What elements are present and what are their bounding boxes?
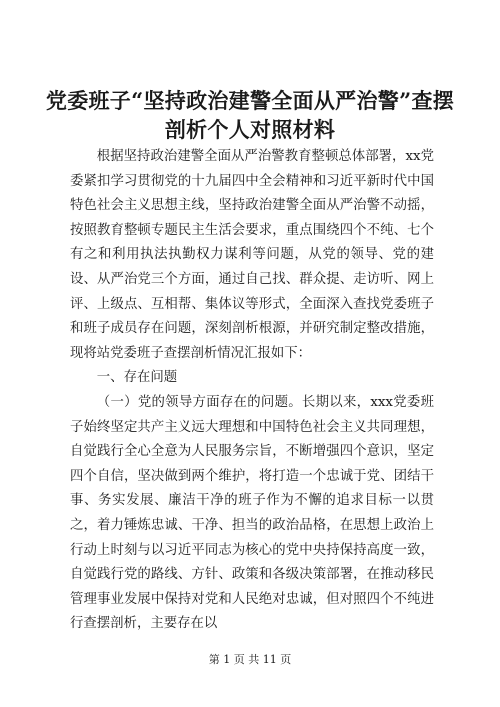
intro-paragraph: 根据坚持政治建警全面从严治警教育整顿总体部署，xx党委紧扣学习贯彻党的十九届四中全会精神和习近平新时代中国特色社会主义思想主线，坚持政治建警全面从严治警不动摇，按照教育整顿专题民主生活会要求，重点围绕四个不纯、七个有之和利用执法执勤权力谋利等问题，从党的领导、党的建设、从严治党三个方面，通过自己找、群众提、走访听、网上评、上级点、互相帮、集体议等形式，全面深入查找党委班子和班子成员存在问题，深刻剖析根源，并研究制定整改措施，现将站党委班子查摆剖析情况汇报如下： bbox=[70, 149, 434, 361]
document-title: 党委班子“坚持政治建警全面从严治警”查摆剖析个人对照材料 bbox=[45, 88, 455, 142]
section-paragraph: （一）党的领导方面存在的问题。长期以来，xxx党委班子始终坚定共产主义远大理想和中国特色社会主义共同理想，自觉践行全心全意为人民服务宗旨，不断增强四个意识，坚定四个自信，坚决做到两个维护，将打造一个忠诚于党、团结干事、务实发展、廉洁干净的班子作为不懈的追求目标一以贯之，着力锤炼忠诚、干净、担当的政治品格，在思想上政治上行动上时刻与以习近平同志为核心的党中央持保持高度一致，自觉践行党的路线、方针、政策和各级决策部署，在推动移民管理事业发展中保持对党和人民绝对忠诚，但对照四个不纯进行查摆剖析，主要存在以 bbox=[70, 394, 434, 632]
section-heading: 一、存在问题 bbox=[96, 370, 178, 386]
document-body bbox=[70, 145, 434, 637]
page-number-footer: 第 1 页 共 11 页 bbox=[208, 653, 292, 666]
